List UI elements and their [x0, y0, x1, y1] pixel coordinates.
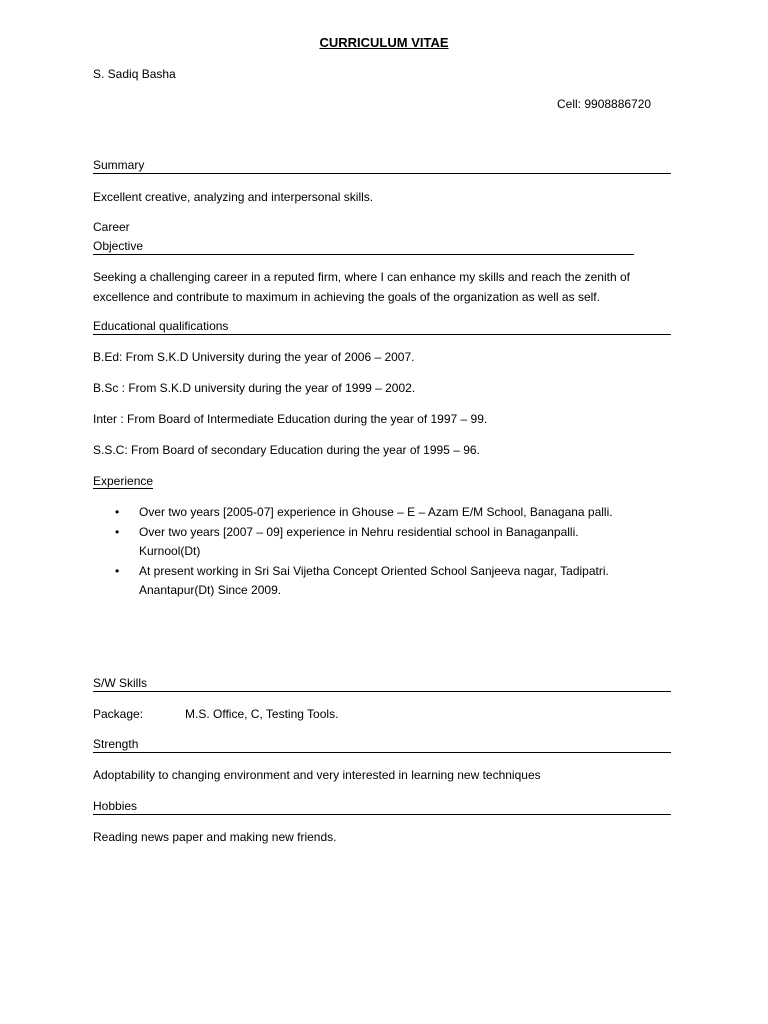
- career-heading: [93, 239, 634, 255]
- cell-number: Cell: 9908886720: [557, 97, 652, 111]
- package-value: M.S. Office, C, Testing Tools.: [185, 707, 339, 721]
- bullet-icon: •: [115, 505, 120, 519]
- education-heading: [93, 319, 671, 335]
- experience-item-text: At present working in Sri Sai Vijetha Concept Oriented School Sanjeeva nagar, Tadipatri.: [139, 563, 609, 578]
- hobbies-heading-label: Hobbies: [93, 799, 138, 813]
- list-item: [93, 503, 653, 523]
- career-heading-line1: Career: [93, 220, 130, 234]
- candidate-name: S. Sadiq Basha: [93, 67, 176, 81]
- experience-heading-label: Experience: [93, 474, 154, 488]
- education-item-bed: B.Ed: From S.K.D University during the year of 2006 – 2007.: [93, 350, 415, 364]
- experience-item-text: Over two years [2007 – 09] experience in Nehru residential school in Banaganpalli.: [139, 524, 579, 539]
- career-heading-label: Objective: [93, 239, 144, 253]
- bullet-icon: •: [115, 563, 120, 578]
- sw-skills-heading-label: S/W Skills: [93, 676, 147, 690]
- bullet-icon: •: [115, 524, 120, 539]
- summary-heading-label: Summary: [93, 158, 145, 172]
- strength-text: Adoptability to changing environment and very interested in learning new techniques: [93, 768, 541, 782]
- experience-list: [93, 503, 653, 601]
- package-label: Package:: [93, 707, 144, 721]
- education-item-bsc: B.Sc : From S.K.D university during the year of 1999 – 2002.: [93, 381, 416, 395]
- hobbies-text: Reading news paper and making new friends.: [93, 830, 337, 844]
- strength-heading: [93, 737, 671, 753]
- experience-item-text-cont: Anantapur(Dt) Since 2009.: [139, 583, 282, 597]
- strength-heading-label: Strength: [93, 737, 139, 751]
- experience-item-text: Over two years [2005-07] experience in Ghouse – E – Azam E/M School, Banagana palli.: [139, 505, 613, 519]
- career-objective-text: Seeking a challenging career in a reputed firm, where I can enhance my skills and reach the zenith of excellence and contribute to maximum in achieving the goals of the organization as well as self.: [93, 270, 630, 304]
- education-heading-label: Educational qualifications: [93, 319, 229, 333]
- experience-heading: [93, 474, 153, 489]
- list-item: [93, 562, 653, 601]
- list-item: [93, 523, 653, 562]
- document-title: CURRICULUM VITAE: [319, 35, 449, 50]
- education-item-ssc: S.S.C: From Board of secondary Education during the year of 1995 – 96.: [93, 443, 480, 457]
- experience-item-text-cont: Kurnool(Dt): [139, 544, 201, 558]
- summary-heading: [93, 158, 671, 174]
- sw-skills-heading: [93, 676, 671, 692]
- summary-text: Excellent creative, analyzing and interpersonal skills.: [93, 190, 374, 204]
- education-item-inter: Inter : From Board of Intermediate Education during the year of 1997 – 99.: [93, 412, 488, 426]
- hobbies-heading: [93, 799, 671, 815]
